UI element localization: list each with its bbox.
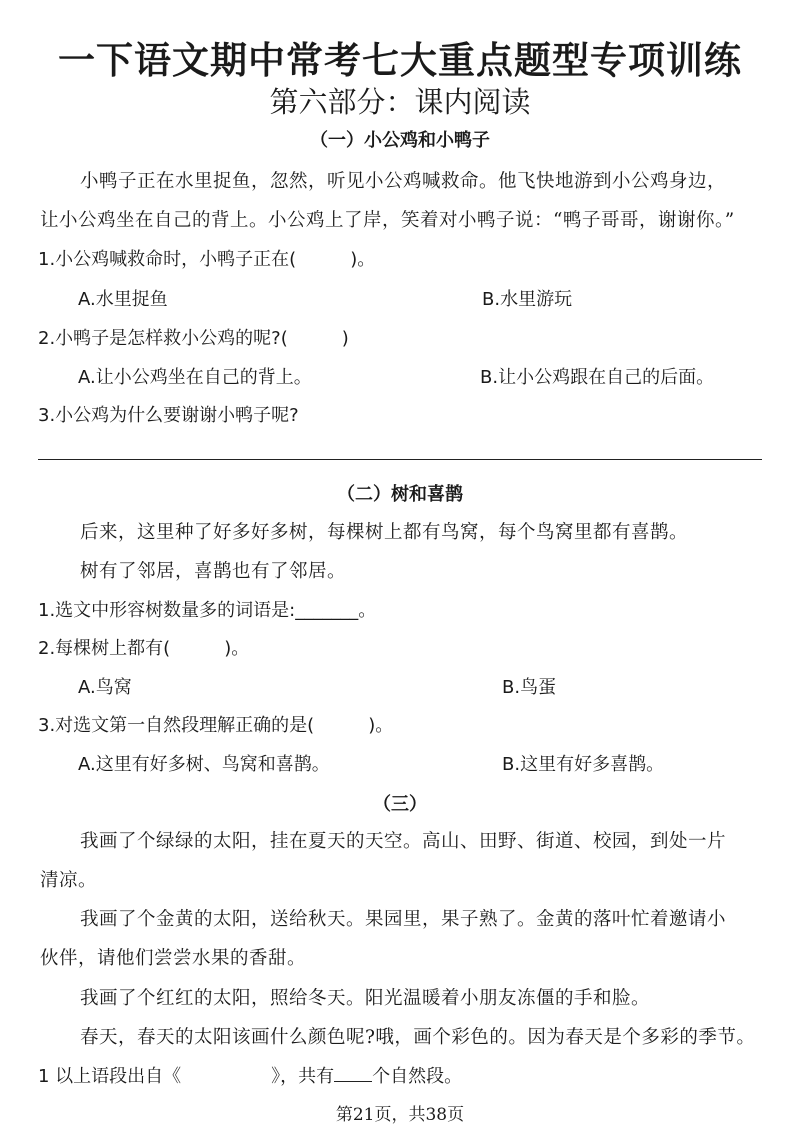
section2-question3-option-b: B.这里有好多喜鹊。 <box>502 754 665 775</box>
section1-heading: （一）小公鸡和小鸭子 <box>310 130 490 151</box>
section3-paragraph1-line1: 我画了个绿绿的太阳，挂在夏天的天空。高山、田野、街道、校园，到处一片 <box>80 831 727 852</box>
page-number-footer: 第21页，共38页 <box>335 1105 465 1125</box>
section2-question2-option-b: B.鸟蛋 <box>502 677 557 698</box>
section2-question2-option-a: A.鸟窝 <box>78 677 132 698</box>
section1-question1-option-b: B.水里游玩 <box>482 289 573 310</box>
section3-question1 <box>38 1062 462 1088</box>
section3-paragraph2-line2: 伙伴，请他们尝尝水果的香甜。 <box>40 948 307 969</box>
section3-question1-suffix: 个自然段。 <box>372 1066 463 1087</box>
section1-question1-option-a: A.水里捉鱼 <box>78 289 168 310</box>
section1-question2-option-a: A.让小公鸡坐在自己的背上。 <box>78 367 312 388</box>
section2-question2: 2.每棵树上都有( )。 <box>38 638 250 659</box>
section2-question1: 1.选文中形容树数量多的词语是:_______。 <box>38 600 377 621</box>
section2-heading: （二）树和喜鹊 <box>337 484 463 505</box>
section3-paragraph1-line2: 清凉。 <box>40 870 98 891</box>
section1-question3: 3.小公鸡为什么要谢谢小鸭子呢? <box>38 405 299 426</box>
answer-blank <box>334 1067 372 1082</box>
section3-paragraph2-line1: 我画了个金黄的太阳，送给秋天。果园里，果子熟了。金黄的落叶忙着邀请小 <box>80 909 727 930</box>
answer-divider-line <box>38 459 762 460</box>
section1-question2-option-b: B.让小公鸡跟在自己的后面。 <box>480 367 715 388</box>
section1-passage-line2: 让小公鸡坐在自己的背上。小公鸡上了岸，笑着对小鸭子说：“鸭子哥哥，谢谢你。” <box>40 210 735 231</box>
section2-passage-line2: 树有了邻居，喜鹊也有了邻居。 <box>80 561 347 582</box>
section3-paragraph4: 春天，春天的太阳该画什么颜色呢?哦，画个彩色的。因为春天是个多彩的季节。 <box>80 1027 756 1048</box>
section2-passage-line1: 后来，这里种了好多好多树，每棵树上都有鸟窝，每个鸟窝里都有喜鹊。 <box>80 522 689 543</box>
document-title: 一下语文期中常考七大重点题型专项训练 <box>58 39 742 82</box>
section3-question1-prefix: 1 以上语段出自《 》，共有 <box>38 1066 335 1087</box>
section1-passage-line1: 小鸭子正在水里捉鱼，忽然，听见小公鸡喊救命。他飞快地游到小公鸡身边， <box>80 171 727 192</box>
section3-paragraph3: 我画了个红红的太阳，照给冬天。阳光温暖着小朋友冻僵的手和脸。 <box>80 988 651 1009</box>
section1-question2: 2.小鸭子是怎样救小公鸡的呢?( ) <box>38 328 349 349</box>
section1-question1: 1.小公鸡喊救命时，小鸭子正在( )。 <box>38 249 376 270</box>
document-subtitle: 第六部分：课内阅读 <box>269 85 531 119</box>
section2-question3: 3.对选文第一自然段理解正确的是( )。 <box>38 715 394 736</box>
section2-question3-option-a: A.这里有好多树、鸟窝和喜鹊。 <box>78 754 330 775</box>
section3-heading: （三） <box>373 794 427 815</box>
